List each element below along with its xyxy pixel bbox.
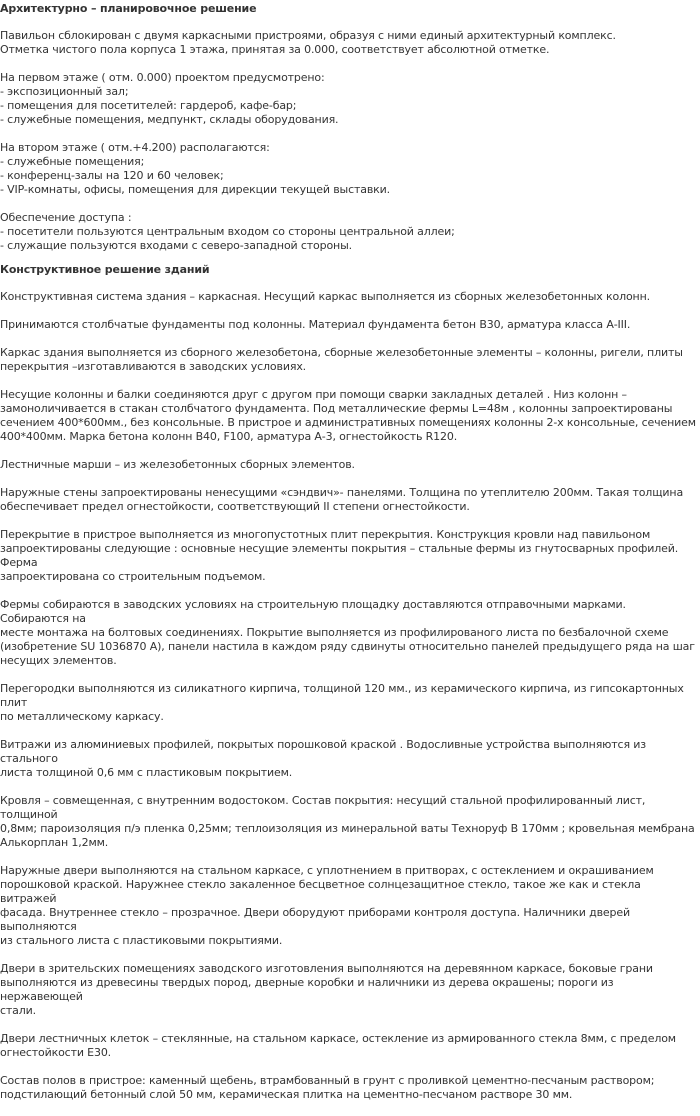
paragraph-pavilion — [0, 29, 698, 57]
text-line: Отметка чистого пола корпуса 1 этажа, принятая за 0.000, соответствует абсолютной отметке. — [0, 43, 550, 56]
paragraph — [0, 962, 698, 1018]
list-item: - VIP-комнаты, офисы, помещения для дирекции текущей выставки. — [0, 183, 390, 196]
text-line: сечением 400*600мм., без консольные. В пристрое и административных помещениях колонны 2-х консольные, сечением — [0, 416, 696, 429]
paragraph — [0, 864, 698, 948]
text-line: Каркас здания выполняется из сборного железобетона, сборные железобетонные элементы – колонны, ригели, плиты — [0, 346, 683, 359]
list-item: - экспозиционный зал; — [0, 85, 129, 98]
text-line: Несущие колонны и балки соединяются друг с другом при помощи сварки закладных деталей . Низ колонн – — [0, 388, 627, 401]
paragraph-second-floor — [0, 141, 698, 197]
paragraph — [0, 388, 698, 444]
text-line: по металлическому каркасу. — [0, 710, 164, 723]
section-heading-architecture: Архитектурно – планировочное решение — [0, 2, 257, 15]
text-line: стали. — [0, 1004, 36, 1017]
text-line: Алькорплан 1,2мм. — [0, 836, 109, 849]
text-line: Обеспечение доступа : — [0, 211, 132, 224]
text-line: замоноличивается в стакан столбчатого фундамента. Под металлические фермы L=48м , колонны запроектированы — [0, 402, 673, 415]
text-line: Двери в зрительских помещениях заводского изготовления выполняются на деревянном каркасе, боковые грани — [0, 962, 653, 975]
paragraph — [0, 528, 698, 584]
structural-section-body — [0, 290, 698, 1102]
text-line: Павильон сблокирован с двумя каркасными пристроями, образуя с ними единый архитектурный комплекс. — [0, 29, 616, 42]
paragraph — [0, 458, 698, 472]
text-line: запроектирована со строительным подъемом. — [0, 570, 266, 583]
text-line: Наружные двери выполняются на стальном каркасе, с уплотнением в притворах, с остеклением и окрашиванием — [0, 864, 654, 877]
document-body — [0, 2, 698, 1116]
text-line: Перекрытие в пристрое выполняется из многопустотных плит перекрытия. Конструкция кровли над павильоном — [0, 528, 651, 541]
text-line: 0,8мм; пароизоляция п/э пленка 0,25мм; теплоизоляция из минеральной ваты Технорyф В 170мм ; кровельная мембрана — [0, 822, 695, 835]
paragraph — [0, 486, 698, 514]
paragraph — [0, 598, 698, 668]
text-line: Перегородки выполняются из силикатного кирпича, толщиной 120 мм., из керамического кирпича, из гипсокартонных плит — [0, 682, 684, 709]
list-item: - служащие пользуются входами с северо-западной стороны. — [0, 239, 352, 252]
text-line: из стального листа с пластиковыми покрытиями. — [0, 934, 283, 947]
text-line: Кровля – совмещенная, с внутренним водостоком. Состав покрытия: несущий стальной профилированный лист, толщиной — [0, 794, 646, 821]
list-item: - посетители пользуются центральным входом со стороны центральной аллеи; — [0, 225, 455, 238]
section-heading-structural: Конструктивное решение зданий — [0, 263, 210, 276]
list-item: - конференц-залы на 120 и 60 человек; — [0, 169, 224, 182]
text-line: Двери лестничных клеток – стеклянные, на стальном каркасе, остекление из армированного стекла 8мм, с пределом — [0, 1032, 676, 1045]
list-item: - помещения для посетителей: гардероб, кафе-бар; — [0, 99, 297, 112]
paragraph-access — [0, 211, 698, 253]
paragraph — [0, 290, 698, 304]
text-line: Лестничные марши – из железобетонных сборных элементов. — [0, 458, 355, 471]
text-line: Состав полов в пристрое: каменный щебень, втрамбованный в грунт с проливкой цементно-песчаным раствором; — [0, 1074, 655, 1087]
text-line: Конструктивная система здания – каркасная. Несущий каркас выполняется из сборных железобетонных колонн. — [0, 290, 650, 303]
paragraph — [0, 794, 698, 850]
paragraph — [0, 1074, 698, 1102]
text-line: листа толщиной 0,6 мм с пластиковым покрытием. — [0, 766, 293, 779]
text-line: Фермы собираются в заводских условиях на строительную площадку доставляются отправочными марками. Собираются на — [0, 598, 626, 625]
text-line: выполняются из древесины твердых пород, дверные коробки и наличники из дерева окрашены; пороги из нержавеющей — [0, 976, 614, 1003]
text-line: перекрытия –изготавливаются в заводских условиях. — [0, 360, 307, 373]
paragraph — [0, 318, 698, 332]
text-line: обеспечивает предел огнестойкости, соответствующий II степени огнестойкости. — [0, 500, 470, 513]
text-line: Принимаются столбчатые фундаменты под колонны. Материал фундамента бетон В30, арматура класса А-III. — [0, 318, 631, 331]
paragraph — [0, 738, 698, 780]
list-item: - служебные помещения; — [0, 155, 145, 168]
text-line: Наружные стены запроектированы ненесущими «сэндвич»- панелями. Толщина по утеплителю 200мм. Такая толщина — [0, 486, 684, 499]
text-line: подстилающий бетонный слой 50 мм, керамическая плитка на цементно-песчаном растворе 30 мм. — [0, 1088, 573, 1101]
text-line: На первом этаже ( отм. 0.000) проектом предусмотрено: — [0, 71, 325, 84]
text-line: фасада. Внутреннее стекло – прозрачное. Двери оборудуют приборами контроля доступа. Наличники дверей выполняются — [0, 906, 630, 933]
text-line: огнестойкости Е30. — [0, 1046, 112, 1059]
text-line: порошковой краской. Наружнее стекло закаленное бесцветное солнцезащитное стекло, такое же как и стекла витражей — [0, 878, 641, 905]
paragraph — [0, 1032, 698, 1060]
text-line: несущих элементов. — [0, 654, 117, 667]
paragraph — [0, 346, 698, 374]
text-line: запроектированы следующие : основные несущие элементы покрытия – стальные фермы из гнутосварных профилей. Ферма — [0, 542, 679, 569]
text-line: месте монтажа на болтовых соединениях. Покрытие выполняется из профилированого листа по безбалочной схеме — [0, 626, 669, 639]
paragraph — [0, 682, 698, 724]
text-line: Витражи из алюминиевых профилей, покрытых порошковой краской . Водосливные устройства выполняются из стального — [0, 738, 646, 765]
text-line: 400*400мм. Марка бетона колонн В40, F100, арматура А-3, огнестойкость R120. — [0, 430, 458, 443]
text-line: На втором этаже ( отм.+4.200) располагаются: — [0, 141, 270, 154]
paragraph-first-floor — [0, 71, 698, 127]
list-item: - служебные помещения, медпункт, склады оборудования. — [0, 113, 339, 126]
text-line: (изобретение SU 1036870 A), панели настила в каждом ряду сдвинуты относительно панелей предыдущего ряда на шаг — [0, 640, 695, 653]
